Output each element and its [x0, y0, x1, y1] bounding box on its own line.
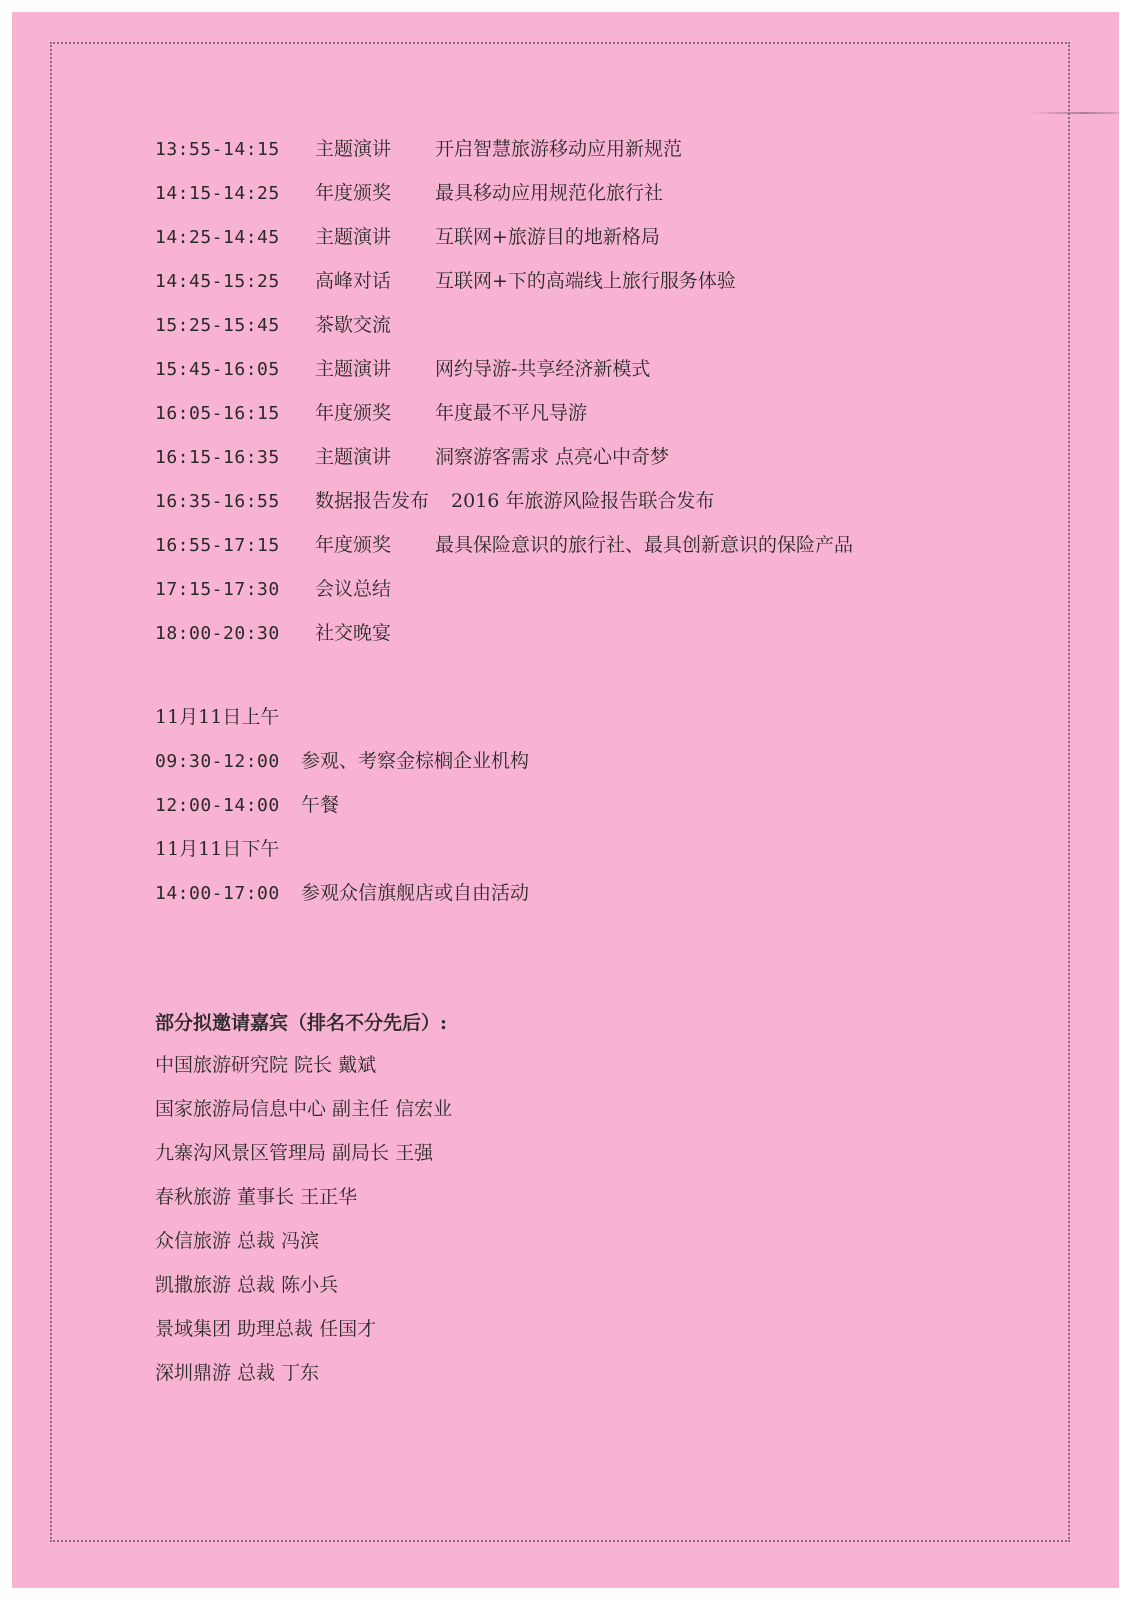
guest-item: 中国旅游研究院 院长 戴斌 — [155, 1054, 377, 1076]
day2-morning-row — [155, 792, 339, 819]
schedule-time: 09:30-12:00 — [155, 751, 280, 772]
schedule-time: 16:55-17:15 — [155, 535, 280, 556]
guest-item: 深圳鼎游 总裁 丁东 — [155, 1362, 320, 1384]
schedule-row — [155, 136, 682, 163]
day2-afternoon-row — [155, 880, 529, 907]
guest-item: 春秋旅游 董事长 王正华 — [155, 1186, 358, 1208]
schedule-type: 年度颁奖 — [315, 402, 392, 424]
paper-crease-mark — [1029, 112, 1119, 114]
schedule-topic: 互联网+旅游目的地新格局 — [435, 226, 660, 248]
guest-item: 九寨沟风景区管理局 副局长 王强 — [155, 1142, 434, 1164]
schedule-topic: 2016 年旅游风险报告联合发布 — [451, 490, 715, 512]
schedule-time: 16:15-16:35 — [155, 447, 280, 468]
schedule-time: 17:15-17:30 — [155, 579, 280, 600]
guest-item: 凯撒旅游 总裁 陈小兵 — [155, 1274, 339, 1296]
day2-morning-heading: 11月11日上午 — [155, 706, 280, 728]
schedule-type: 高峰对话 — [315, 270, 392, 292]
schedule-type: 社交晚宴 — [315, 622, 392, 644]
schedule-row — [155, 400, 587, 427]
schedule-row — [155, 576, 435, 603]
schedule-time: 14:45-15:25 — [155, 271, 280, 292]
schedule-activity: 参观、考察金棕榈企业机构 — [301, 750, 530, 772]
day2-afternoon-heading: 11月11日下午 — [155, 838, 280, 860]
schedule-row — [155, 268, 736, 295]
schedule-row — [155, 488, 714, 515]
guest-item: 国家旅游局信息中心 副主任 信宏业 — [155, 1098, 453, 1120]
schedule-type: 主题演讲 — [315, 138, 392, 160]
schedule-type: 茶歇交流 — [315, 314, 392, 336]
schedule-time: 14:15-14:25 — [155, 183, 280, 204]
schedule-time: 16:35-16:55 — [155, 491, 280, 512]
schedule-time: 16:05-16:15 — [155, 403, 280, 424]
schedule-row — [155, 356, 650, 383]
schedule-topic: 最具保险意识的旅行社、最具创新意识的保险产品 — [435, 534, 854, 556]
schedule-type: 年度颁奖 — [315, 182, 392, 204]
schedule-type: 年度颁奖 — [315, 534, 392, 556]
day2-morning-row — [155, 748, 529, 775]
guest-item: 景域集团 助理总裁 任国才 — [155, 1318, 377, 1340]
guest-item: 众信旅游 总裁 冯滨 — [155, 1230, 320, 1252]
schedule-time: 14:00-17:00 — [155, 883, 280, 904]
schedule-row — [155, 180, 663, 207]
schedule-time: 14:25-14:45 — [155, 227, 280, 248]
schedule-topic: 开启智慧旅游移动应用新规范 — [435, 138, 683, 160]
schedule-type: 会议总结 — [315, 578, 392, 600]
schedule-topic: 洞察游客需求 点亮心中奇梦 — [435, 446, 670, 468]
schedule-type: 主题演讲 — [315, 446, 392, 468]
schedule-row — [155, 532, 853, 559]
schedule-activity: 午餐 — [301, 794, 340, 816]
schedule-row — [155, 312, 435, 339]
schedule-time: 12:00-14:00 — [155, 795, 280, 816]
schedule-time: 15:45-16:05 — [155, 359, 280, 380]
schedule-topic: 年度最不平凡导游 — [435, 402, 588, 424]
schedule-type: 主题演讲 — [315, 358, 392, 380]
schedule-topic: 网约导游-共享经济新模式 — [435, 358, 651, 380]
schedule-topic: 互联网+下的高端线上旅行服务体验 — [435, 270, 736, 292]
schedule-row — [155, 620, 435, 647]
schedule-time: 15:25-15:45 — [155, 315, 280, 336]
schedule-type: 主题演讲 — [315, 226, 392, 248]
guests-heading: 部分拟邀请嘉宾（排名不分先后）: — [155, 1012, 448, 1034]
schedule-time: 13:55-14:15 — [155, 139, 280, 160]
schedule-time: 18:00-20:30 — [155, 623, 280, 644]
schedule-row — [155, 444, 669, 471]
schedule-row — [155, 224, 660, 251]
schedule-activity: 参观众信旗舰店或自由活动 — [301, 882, 530, 904]
schedule-topic: 最具移动应用规范化旅行社 — [435, 182, 664, 204]
schedule-type: 数据报告发布 — [315, 490, 430, 512]
